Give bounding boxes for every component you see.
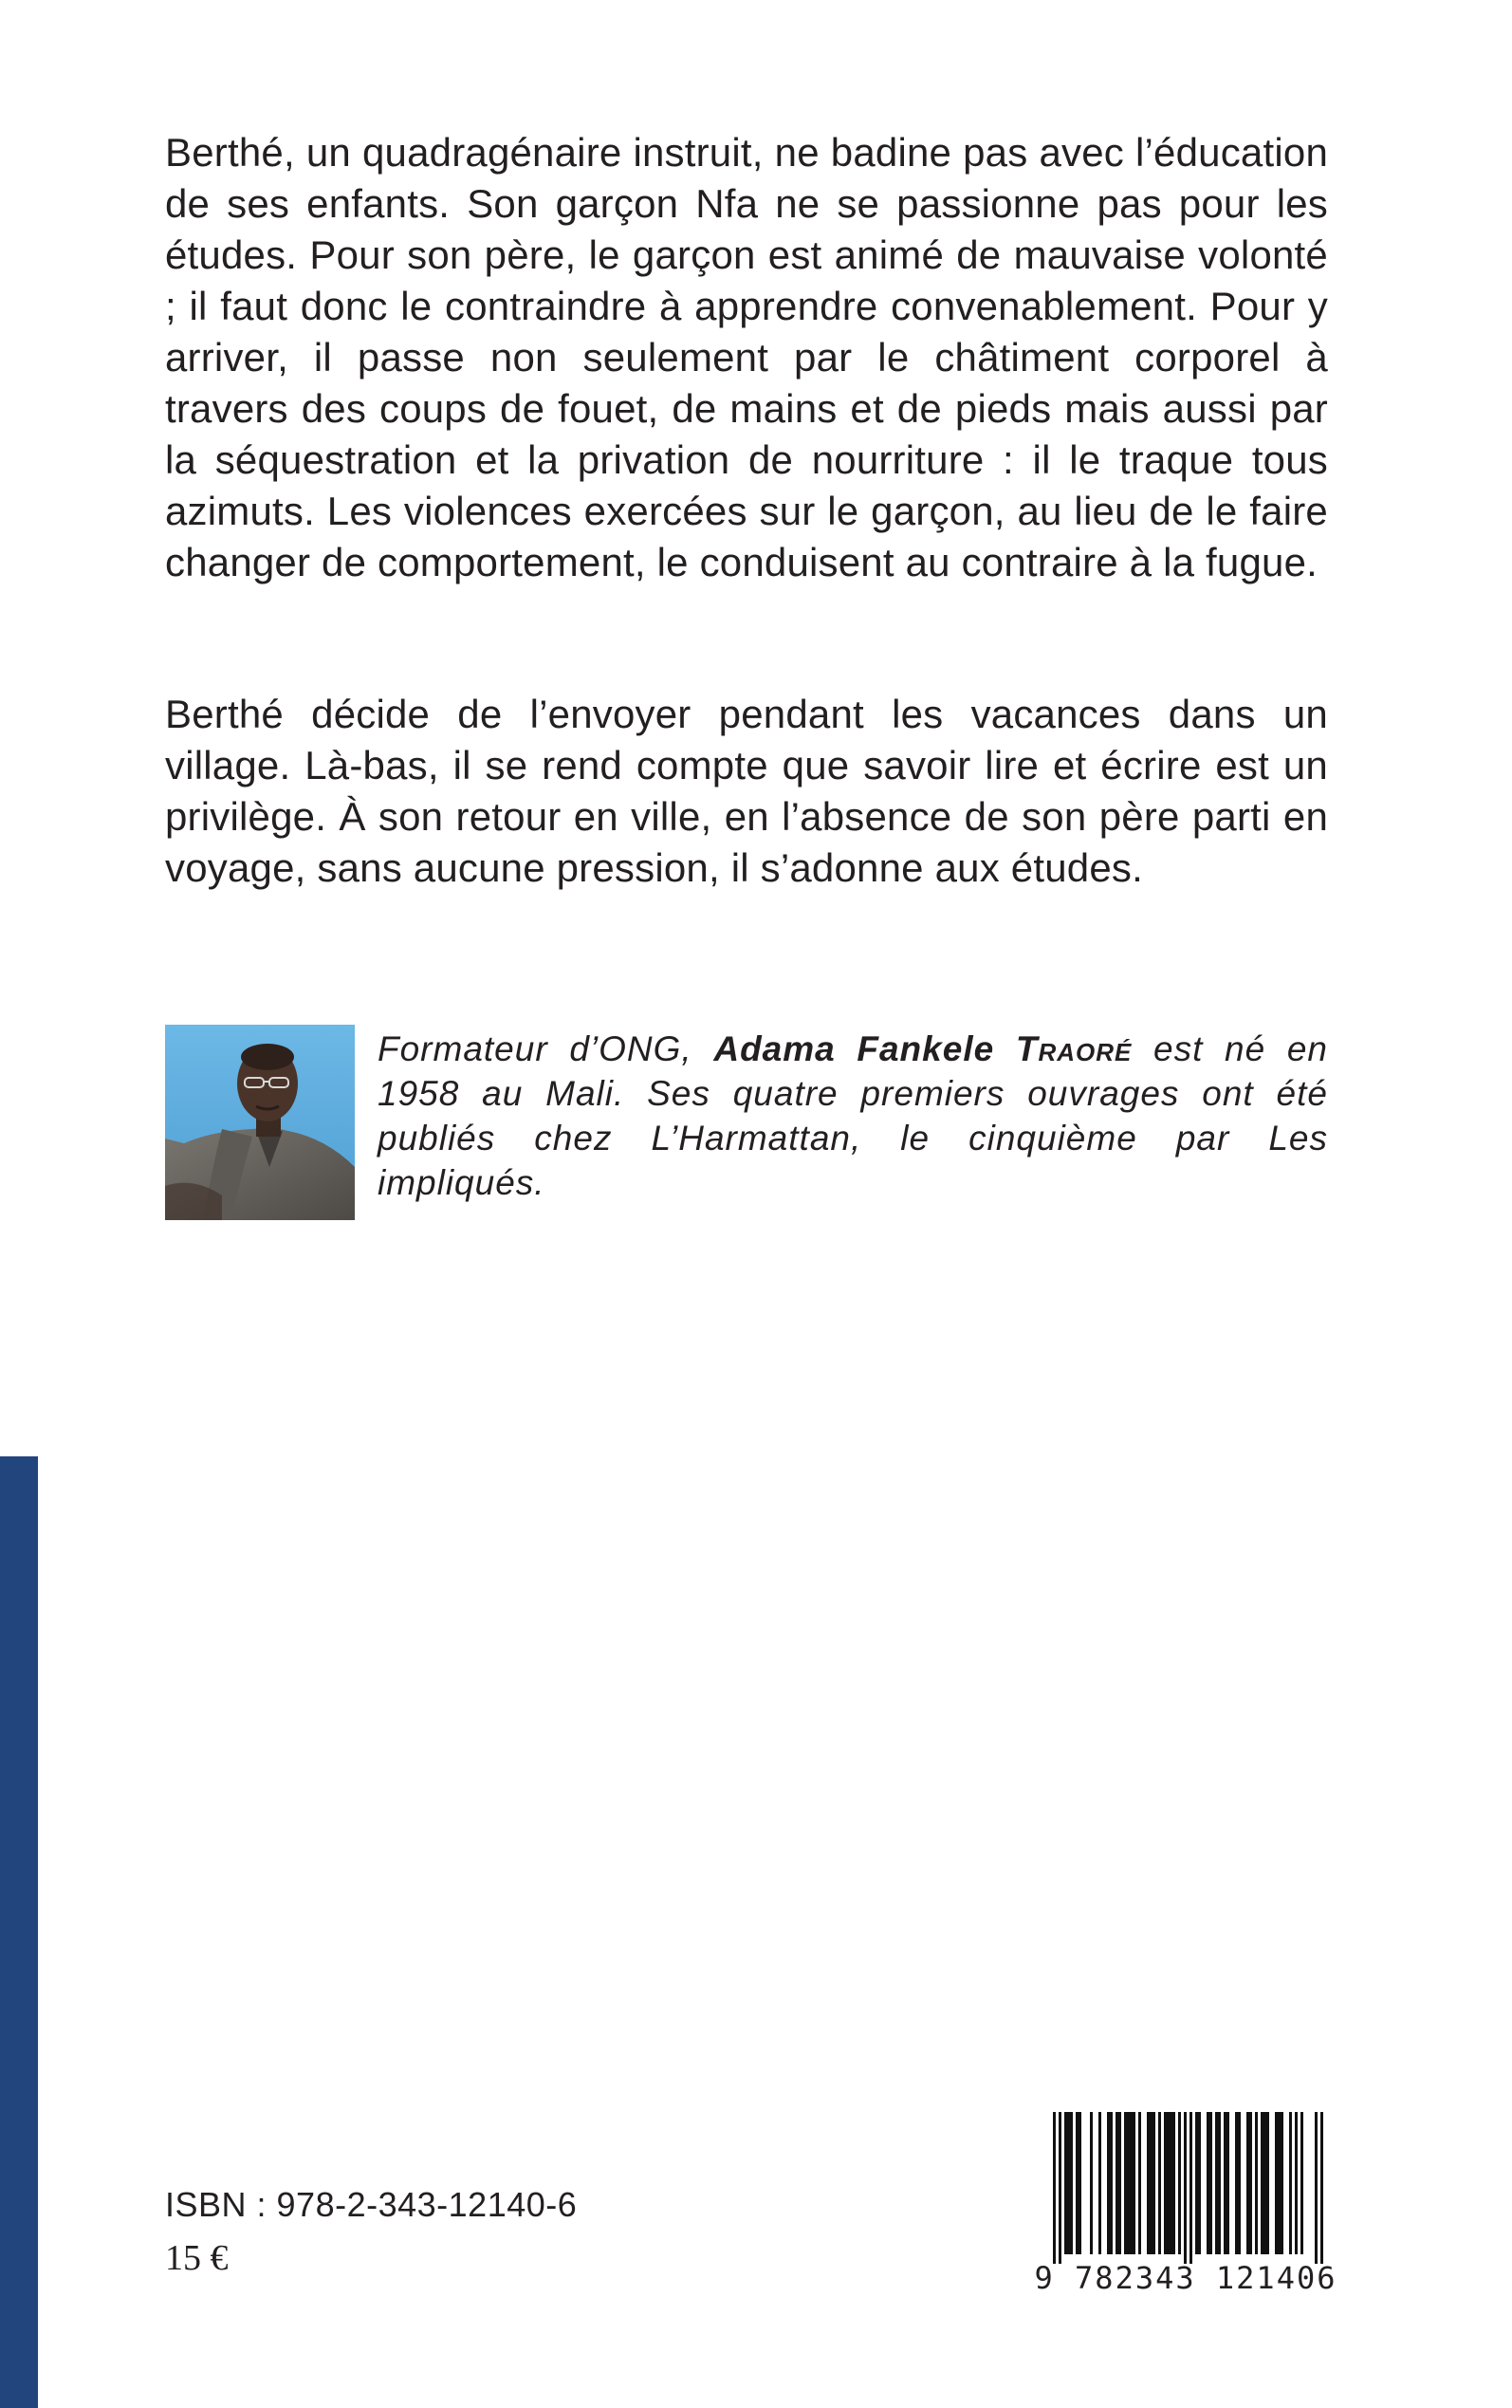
barcode-bar (1184, 2112, 1187, 2264)
barcode-bar (1130, 2112, 1133, 2254)
author-surname: Traoré (1015, 1029, 1133, 1068)
barcode-bar (1218, 2112, 1221, 2254)
barcode-bar (1053, 2112, 1056, 2264)
barcode-bar (1215, 2112, 1218, 2254)
spine-color-bar (0, 1456, 38, 2408)
barcode-bar (1198, 2112, 1201, 2254)
barcode-bar (1170, 2112, 1172, 2254)
author-bio (378, 1027, 1328, 1205)
barcode-bar (1138, 2112, 1141, 2254)
barcode-bar (1275, 2112, 1278, 2254)
barcode-bar (1116, 2112, 1118, 2254)
barcode-bar (1110, 2112, 1113, 2254)
barcode-bar (1067, 2112, 1070, 2254)
barcode-bar (1098, 2112, 1101, 2254)
barcode-bar (1189, 2112, 1192, 2264)
blurb-paragraph-1-text: Berthé, un quadragénaire instruit, ne badine pas avec l’éducation de ses enfants. Son garçon Nfa ne se passionne pas pour les études. Pour son père, le garçon est animé de mauvaise volonté ; il faut donc le contraindre à apprendre convenablement. Pour y arriver, il passe non seulement par le châtiment corporel à travers des coups de fouet, de mains et de pieds mais aussi par la séquestration et la privation de nourriture : il le traque tous azimuts. Les violences exercées sur le garçon, au lieu de le faire changer de comportement, le conduisent au contraire à la fugue. (165, 130, 1328, 584)
barcode-bar (1209, 2112, 1212, 2254)
blurb-paragraph-1 (165, 127, 1328, 588)
barcode-bar (1238, 2112, 1241, 2254)
barcode-bar (1064, 2112, 1067, 2254)
author-bio-rest: est né en 1958 au Mali. Ses quatre premiers ouvrages ont été publiés chez L’Harmattan, le cinquième par Les impliqués. (378, 1029, 1328, 1202)
barcode-bar (1079, 2112, 1081, 2254)
barcode-bar (1278, 2112, 1281, 2254)
barcode-bar (1152, 2112, 1155, 2254)
barcode-bar (1178, 2112, 1181, 2254)
barcode-bar (1127, 2112, 1130, 2254)
barcode (1034, 2108, 1337, 2294)
barcode-bar (1059, 2112, 1061, 2264)
barcode-bar (1107, 2112, 1110, 2254)
barcode-bar (1320, 2112, 1323, 2264)
barcode-bar (1246, 2112, 1249, 2254)
barcode-bar (1195, 2112, 1198, 2254)
author-bio-intro: Formateur d’ONG, (378, 1029, 714, 1068)
barcode-bar (1124, 2112, 1127, 2254)
ean13-barcode-icon (1034, 2108, 1337, 2294)
barcode-bar (1150, 2112, 1152, 2254)
barcode-bar (1090, 2112, 1093, 2254)
isbn-text: ISBN : 978-2-343-12140-6 (165, 2185, 578, 2224)
blurb-paragraph-2 (165, 689, 1328, 894)
barcode-bar (1235, 2112, 1238, 2254)
barcode-bar (1281, 2112, 1283, 2254)
barcode-bar (1167, 2112, 1170, 2254)
barcode-bar (1261, 2112, 1263, 2254)
barcode-bar (1158, 2112, 1161, 2254)
blurb-paragraph-2-text: Berthé décide de l’envoyer pendant les vacances dans un village. Là-bas, il se rend compte que savoir lire et écrire est un privilège. À son retour en ville, en l’absence de son père parti en voyage, sans aucune pression, il s’adonne aux études. (165, 692, 1328, 890)
barcode-bar (1076, 2112, 1079, 2254)
barcode-bar (1224, 2112, 1226, 2254)
barcode-bar (1249, 2112, 1252, 2254)
barcode-bar (1118, 2112, 1121, 2254)
barcode-bar (1289, 2112, 1292, 2254)
barcode-bar (1263, 2112, 1266, 2254)
barcode-bar (1070, 2112, 1073, 2254)
barcode-bar (1172, 2112, 1175, 2254)
barcode-digits: 9 782343 121406 (1034, 2260, 1337, 2294)
barcode-bar (1255, 2112, 1258, 2254)
barcode-bar (1133, 2112, 1135, 2254)
author-portrait-icon (165, 1025, 355, 1220)
barcode-bar (1266, 2112, 1269, 2254)
barcode-bar (1226, 2112, 1229, 2254)
barcode-bar (1315, 2112, 1318, 2264)
barcode-bar (1164, 2112, 1167, 2254)
author-first-names: Adama Fankele (713, 1029, 1016, 1068)
price-text: 15 € (165, 2238, 229, 2278)
barcode-bar (1300, 2112, 1303, 2254)
barcode-bar (1207, 2112, 1209, 2254)
barcode-bar (1147, 2112, 1150, 2254)
barcode-bar (1295, 2112, 1298, 2254)
author-photo (165, 1025, 355, 1220)
